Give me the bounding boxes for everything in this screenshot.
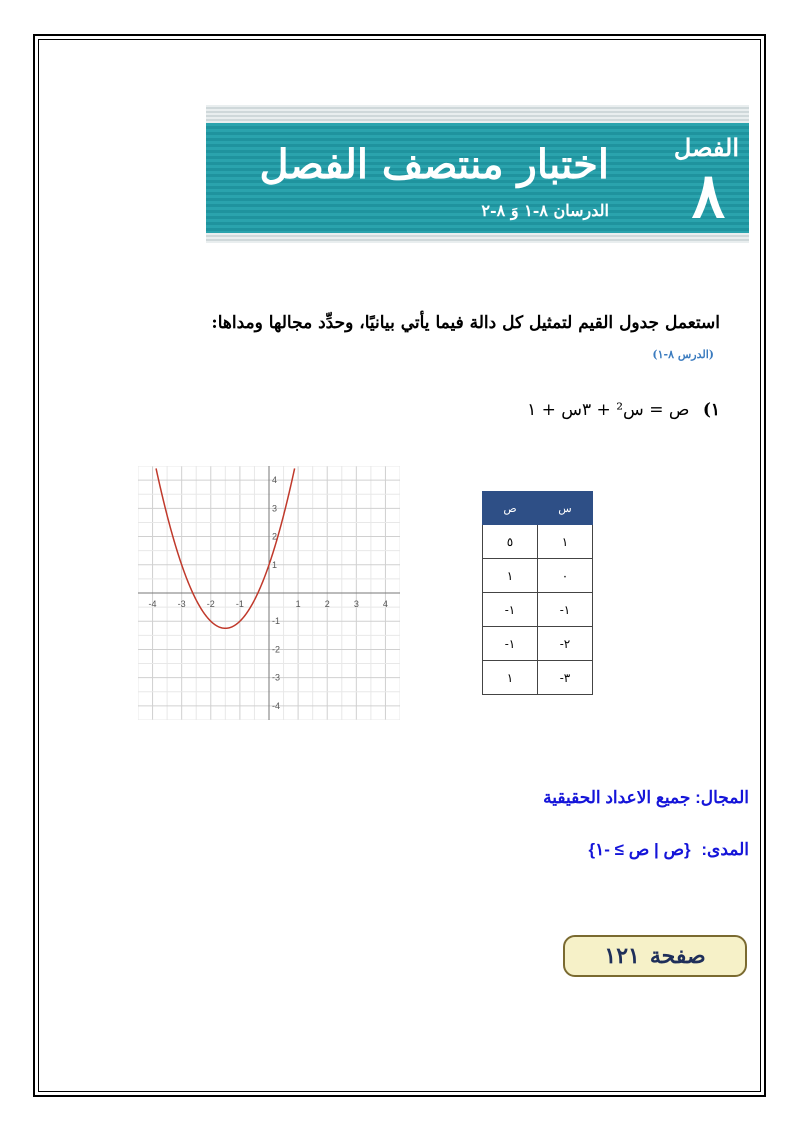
table-row: ٣- ١ [483, 661, 593, 695]
range-label: المدى: [701, 840, 749, 859]
domain-value: جميع الاعداد الحقيقية [543, 788, 691, 807]
x-tick-label: -3 [177, 599, 186, 609]
chapter-number: ٨ [691, 159, 725, 232]
y-tick-label: -1 [272, 616, 281, 627]
x-tick-label: 4 [382, 599, 388, 609]
instructions-text: استعمل جدول القيم لتمثيل كل دالة فيما يأتي بيانيًا، وحدِّد مجالها ومداها: [211, 313, 720, 333]
problem-equation: ص = س² + ٣س + ١ [527, 400, 690, 420]
page-number-box [563, 935, 747, 977]
chapter-word: الفصل [673, 133, 739, 162]
y-tick-label: -3 [272, 672, 281, 683]
chapter-banner [206, 105, 749, 243]
x-tick-label: 1 [295, 599, 301, 609]
problem-number: ١) [702, 400, 720, 420]
y-tick-label: 3 [272, 503, 278, 514]
banner-title: اختبار منتصف الفصل [259, 141, 609, 188]
y-tick-label: -4 [272, 700, 281, 711]
y-tick-label: -2 [272, 644, 281, 655]
table-row: ٠ ١ [483, 559, 593, 593]
table-row: ١ ٥ [483, 525, 593, 559]
range-expression: {ص | ص ≥ -١} [588, 840, 691, 859]
lesson-reference: (الدرس ٨-١) [652, 348, 714, 361]
table-header-x: س [538, 492, 593, 525]
range-statement [589, 840, 750, 860]
x-tick-label: 3 [353, 599, 359, 609]
values-table [482, 491, 593, 695]
y-tick-label: 1 [272, 559, 278, 570]
y-tick-label: 2 [272, 531, 278, 542]
banner-subtitle: الدرسان ٨-١ وَ ٨-٢ [481, 201, 609, 220]
problem-1 [527, 400, 720, 420]
x-tick-label: -2 [206, 599, 215, 609]
instructions [200, 308, 720, 370]
page-label: صفحة [649, 943, 706, 969]
table-row: ٢- ١- [483, 627, 593, 661]
page-number: ١٢١ [604, 943, 640, 969]
parabola-graph [138, 466, 400, 720]
domain-statement [543, 788, 749, 808]
x-tick-label: -1 [235, 599, 244, 609]
table-row: ١- ١- [483, 593, 593, 627]
table-header-y: ص [483, 492, 538, 525]
y-tick-label: 4 [272, 475, 278, 486]
domain-label: المجال: [695, 788, 749, 807]
x-tick-label: 2 [324, 599, 330, 609]
x-tick-label: -4 [148, 599, 157, 609]
